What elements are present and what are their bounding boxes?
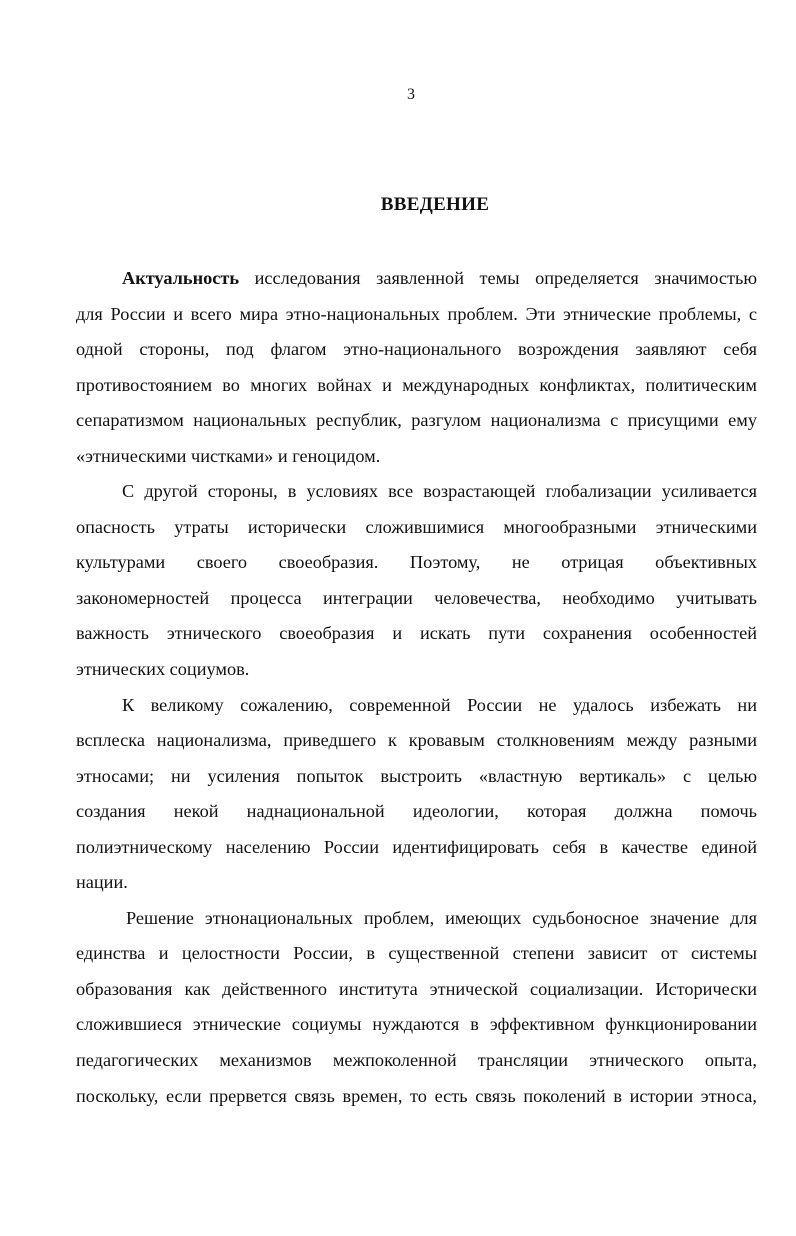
text-line: закономерностей процесса интеграции человечества, необходимо учитывать [76,587,757,608]
text-line: сепаратизмом национальных республик, разгулом национализма с присущими ему [76,410,757,431]
text-line: нации. [76,872,128,893]
text-line: этнических социумов. [76,659,250,680]
text-line: сложившиеся этнические социумы нуждаются в эффективном функционировании [76,1014,757,1035]
paragraph-nationalism [76,688,757,901]
document-body [76,261,757,1114]
text-line: Решение этнонациональных проблем, имеющих судьбоносное значение для [126,907,757,928]
bold-term: Актуальность [122,268,240,288]
text-line: культурами своего своеобразия. Поэтому, не отрицая объективных [76,552,757,573]
text-line: всплеска национализма, приведшего к кровавым столкновениям между разными [76,730,757,751]
text-line: образования как действенного института этнической социализации. Исторически [76,978,757,999]
text-line: поскольку, если прервется связь времен, то есть связь поколений в истории этноса, [76,1085,757,1106]
text-line: важность этнического своеобразия и искать пути сохранения особенностей [76,623,757,644]
text-line [76,261,757,297]
text-line: педагогических механизмов межпоколенной трансляции этнического опыта, [76,1050,757,1071]
page-number: 3 [407,86,415,103]
text-line: этносами; ни усиления попыток выстроить «властную вертикаль» с целью [76,765,757,786]
text-line: для России и всего мира этно-национальных проблем. Эти этнические проблемы, с [76,303,757,324]
text-line: полиэтническому населению России идентифицировать себя в качестве единой [76,836,757,857]
text-line: создания некой наднациональной идеологии, которая должна помочь [76,801,757,822]
text-line: противостоянием во многих войнах и международных конфликтах, политическим [76,374,757,395]
paragraph-relevance [76,261,757,474]
text-line: единства и целостности России, в существенной степени зависит от системы [76,943,757,964]
section-title: ВВЕДЕНИЕ [380,194,490,215]
paragraph-globalization [76,474,757,687]
paragraph-education [76,901,757,1114]
text-line: К великому сожалению, современной России не удалось избежать ни [122,694,757,715]
text-line: опасность утраты исторически сложившимися многообразными этническими [76,516,757,537]
text-span: исследования заявленной темы определяется значимостью [254,268,758,288]
text-line: «этническими чистками» и геноцидом. [76,445,381,466]
text-line: С другой стороны, в условиях все возрастающей глобализации усиливается [122,481,757,502]
text-line: одной стороны, под флагом этно-национального возрождения заявляют себя [76,339,757,360]
